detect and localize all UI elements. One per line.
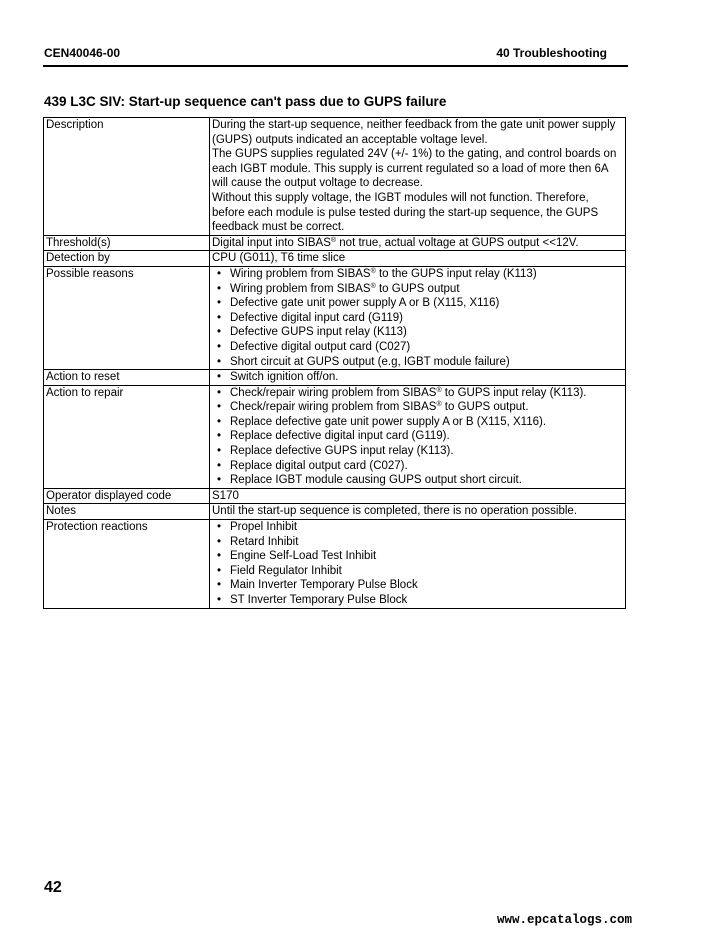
list-item-text: Check/repair wiring problem from SIBAS — [230, 401, 437, 414]
list-item-text: Defective digital output card (C027) — [230, 340, 411, 353]
header-divider — [43, 65, 628, 67]
list-item — [212, 267, 623, 282]
registered-mark: ® — [436, 401, 442, 409]
list-item-text: Defective digital input card (G119) — [230, 311, 404, 324]
threshold-cell — [210, 235, 626, 251]
protection-reactions-cell — [210, 520, 626, 609]
protection-reactions-list — [212, 520, 623, 608]
operator-code-label: Operator displayed code — [44, 488, 210, 504]
possible-reasons-list — [212, 267, 623, 369]
list-item — [212, 473, 623, 488]
list-item: • Field Regulator Inhibit — [212, 564, 623, 579]
registered-mark: ® — [436, 386, 442, 394]
list-item-text: Short circuit at GUPS output (e.g, IGBT module failure) — [230, 355, 510, 368]
list-item — [212, 415, 623, 430]
threshold-text: Digital input into SIBAS — [212, 236, 331, 249]
list-item — [212, 459, 623, 474]
action-reset-cell — [210, 370, 626, 386]
list-item-text: to the GUPS input relay (K113) — [375, 267, 537, 280]
list-item-text: Wiring problem from SIBAS — [230, 282, 371, 295]
action-repair-cell — [210, 385, 626, 488]
action-repair-label: Action to repair — [44, 385, 210, 488]
list-item: • Switch ignition off/on. — [212, 370, 623, 385]
list-item — [212, 444, 623, 459]
description-cell — [210, 118, 626, 236]
list-item-text: Replace defective gate unit power supply A or B (X115, X116). — [230, 415, 547, 428]
list-item — [212, 429, 623, 444]
possible-reasons-label: Possible reasons — [44, 266, 210, 369]
list-item-text: Replace IGBT module causing GUPS output short circuit. — [230, 474, 522, 487]
registered-mark: ® — [370, 282, 376, 290]
page-number: 42 — [44, 879, 62, 896]
list-item — [212, 386, 623, 401]
operator-code-value: S170 — [210, 488, 626, 504]
action-repair-row — [44, 385, 626, 488]
list-item — [212, 400, 623, 415]
protection-reactions-row — [44, 520, 626, 609]
detection-row — [44, 251, 626, 267]
registered-mark: ® — [330, 236, 337, 244]
list-item: • ST Inverter Temporary Pulse Block — [212, 593, 623, 608]
action-repair-list — [212, 386, 623, 488]
document-code: CEN40046-00 — [44, 46, 121, 60]
description-paragraph: The GUPS supplies regulated 24V (+/- 1%) to the gating, and control boards on each IGBT module. This supply is current regulated so a load of more then 6A will cause the output voltage to decrease. — [212, 148, 617, 190]
list-item — [212, 340, 623, 355]
list-item-text: Replace defective digital input card (G119). — [230, 430, 450, 443]
description-label: Description — [44, 118, 210, 236]
list-item — [212, 355, 623, 370]
notes-label: Notes — [44, 504, 210, 520]
fault-title: 439 L3C SIV: Start-up sequence can't pass due to GUPS failure — [44, 94, 447, 109]
action-reset-list — [212, 370, 623, 385]
website-watermark: www.epcatalogs.com — [497, 913, 633, 927]
threshold-text: not true, actual voltage at GUPS output <<12V. — [336, 236, 579, 249]
notes-row — [44, 504, 626, 520]
action-reset-row — [44, 370, 626, 386]
list-item-text: to GUPS output — [375, 282, 460, 295]
section-heading: 40 Troubleshooting — [496, 46, 607, 60]
operator-code-row — [44, 488, 626, 504]
description-row — [44, 118, 626, 236]
notes-value: Until the start-up sequence is completed, there is no operation possible. — [210, 504, 626, 520]
protection-reactions-label: Protection reactions — [44, 520, 210, 609]
description-paragraph: Without this supply voltage, the IGBT modules will not function. Therefore, before each module is pulse tested during the start-up sequence, the GUPS feedback must be correct. — [212, 191, 599, 234]
list-item-text: to GUPS output. — [441, 401, 529, 414]
list-item — [212, 325, 623, 340]
list-item — [212, 296, 623, 311]
description-paragraph: During the start-up sequence, neither feedback from the gate unit power supply (GUPS) outputs indicated an acceptable voltage level. — [212, 119, 616, 146]
threshold-label: Threshold(s) — [44, 235, 210, 251]
list-item: • Engine Self-Load Test Inhibit — [212, 549, 623, 564]
list-item-text: Defective GUPS input relay (K113) — [230, 326, 407, 339]
possible-reasons-cell — [210, 266, 626, 369]
list-item — [212, 311, 623, 326]
threshold-row — [44, 235, 626, 251]
list-item-text: to GUPS input relay (K113). — [441, 386, 587, 399]
action-reset-label: Action to reset — [44, 370, 210, 386]
fault-table — [43, 117, 626, 609]
list-item: • Main Inverter Temporary Pulse Block — [212, 578, 623, 593]
list-item-text: Check/repair wiring problem from SIBAS — [230, 386, 437, 399]
detection-value: CPU (G011), T6 time slice — [210, 251, 626, 267]
detection-label: Detection by — [44, 251, 210, 267]
possible-reasons-row — [44, 266, 626, 369]
registered-mark: ® — [370, 267, 376, 275]
list-item-text: Replace defective GUPS input relay (K113). — [230, 445, 454, 458]
list-item: • Propel Inhibit — [212, 520, 623, 535]
list-item-text: Defective gate unit power supply A or B (X115, X116) — [230, 297, 500, 310]
list-item-text: Replace digital output card (C027). — [230, 459, 408, 472]
list-item: • Retard Inhibit — [212, 535, 623, 550]
list-item-text: Wiring problem from SIBAS — [230, 267, 371, 280]
list-item — [212, 282, 623, 297]
